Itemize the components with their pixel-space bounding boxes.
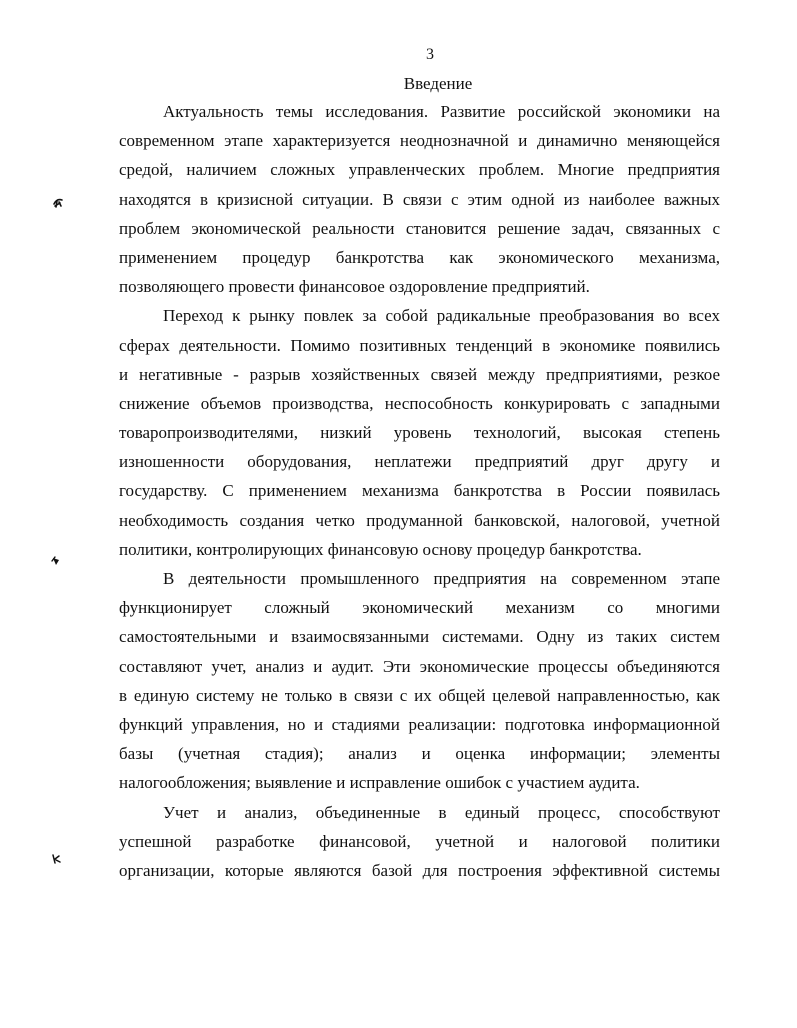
paragraph-2-line-9: политики, контролирующих финансовую основу процедур банкротства. [119, 539, 642, 559]
paragraph-1-line-5: проблем экономической реальности становится решение задач, связанных с [119, 218, 720, 238]
paragraph-2-line-5: товаропроизводителями, низкий уровень технологий, высокая степень [119, 423, 720, 443]
paragraph-1-line-7: позволяющего провести финансовое оздоровление предприятий. [119, 277, 590, 297]
margin-mark-icon [50, 555, 62, 567]
paragraph-3-line-7: базы (учетная стадия); анализ и оценка информации; элементы [119, 744, 720, 764]
paragraph-2-line-7: государству. С применением механизма банкротства в России появилась [119, 481, 720, 501]
paragraph-1-line-4: находятся в кризисной ситуации. В связи с этим одной из наиболее важных [119, 189, 720, 209]
paragraph-3-line-2: функционирует сложный экономический механизм со многими [119, 598, 720, 618]
paragraph-3-line-8: налогообложения; выявление и исправление ошибок с участием аудита. [119, 773, 640, 793]
paragraph-3-line-5: в единую систему не только в связи с их общей целевой направленностью, как [119, 685, 720, 705]
paragraph-2-line-2: сферах деятельности. Помимо позитивных тенденций в экономике появились [119, 335, 720, 355]
paragraph-3-line-3: самостоятельными и взаимосвязанными системами. Одну из таких систем [119, 627, 720, 647]
paragraph-3-line-4: составляют учет, анализ и аудит. Эти экономические процессы объединяются [119, 656, 720, 676]
paragraph-1-line-3: средой, наличием сложных управленческих проблем. Многие предприятия [119, 160, 720, 180]
body-text [119, 97, 720, 885]
paragraph-1-line-6: применением процедур банкротства как экономического механизма, [119, 247, 720, 267]
paragraph-1-line-2: современном этапе характеризуется неоднозначной и динамично меняющейся [119, 131, 720, 151]
page-number: 3 [426, 46, 434, 63]
paragraph-2-line-3: и негативные - разрыв хозяйственных связей между предприятиями, резкое [119, 364, 720, 384]
paragraph-2-line-8: необходимость создания четко продуманной банковской, налоговой, учетной [119, 510, 720, 530]
paragraph-3-line-1: В деятельности промышленного предприятия на современном этапе [163, 569, 720, 588]
paragraph-4-line-1: Учет и анализ, объединенные в единый процесс, способствуют [163, 802, 720, 822]
section-heading: Введение [403, 74, 473, 93]
paragraph-3-line-6: функций управления, но и стадиями реализации: подготовка информационной [119, 714, 720, 734]
paragraph-1-line-1: Актуальность темы исследования. Развитие российской экономики на [163, 102, 720, 121]
paragraph-2-line-6: изношенности оборудования, неплатежи предприятий друг другу и [119, 452, 720, 472]
paragraph-2-line-1: Переход к рынку повлек за собой радикальные преобразования во всех [163, 306, 720, 326]
paragraph-2-line-4: снижение объемов производства, неспособность конкурировать с западными [119, 393, 720, 413]
margin-mark-icon [52, 197, 64, 209]
paragraph-4-line-3: организации, которые являются базой для построения эффективной системы [119, 860, 720, 880]
margin-mark-icon [50, 853, 62, 865]
paragraph-4-line-2: успешной разработке финансовой, учетной и налоговой политики [119, 831, 720, 851]
